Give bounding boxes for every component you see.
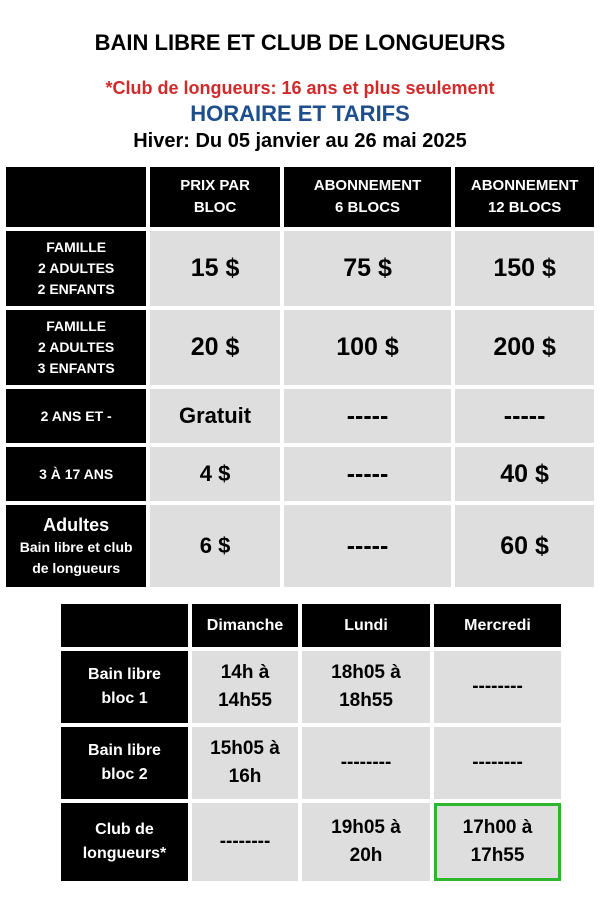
price-cell: 15 $ (150, 231, 279, 306)
row-label-3-to-17 (6, 447, 146, 501)
schedule-cell (302, 803, 430, 881)
time-line: 16h (228, 766, 262, 787)
day-header-wednesday: Mercredi (434, 604, 561, 647)
price-cell: 75 $ (284, 231, 451, 306)
page-title: BAIN LIBRE ET CLUB DE LONGUEURS (94, 30, 506, 55)
price-cell: 6 $ (150, 505, 279, 587)
age-restriction-note: *Club de longueurs: 16 ans et plus seulement (105, 78, 495, 98)
row-label-lap-swim-club (61, 803, 188, 881)
row-label-main: Adultes (43, 515, 110, 535)
row-label-line: 3 À 17 ANS (39, 465, 114, 482)
row-label-adults (6, 505, 146, 587)
price-cell: ----- (455, 389, 594, 443)
row-label-line: FAMILLE (46, 318, 107, 334)
price-cell: 150 $ (455, 231, 594, 306)
col-header-line: 12 BLOCS (487, 199, 562, 216)
price-cell: ----- (284, 389, 451, 443)
table-row (61, 651, 561, 723)
table-row (6, 231, 594, 306)
time-line: 14h à (220, 662, 270, 683)
row-label-line: longueurs* (82, 845, 167, 862)
price-cell: 40 $ (455, 447, 594, 501)
row-label-under-2 (6, 389, 146, 443)
row-label-line: 2 ADULTES (38, 260, 115, 276)
table-row (6, 389, 594, 443)
time-line: 15h05 à (210, 738, 280, 759)
price-col-header-6-blocks (284, 167, 451, 227)
row-label-line: FAMILLE (46, 239, 107, 255)
row-label-line: Club de (95, 821, 154, 838)
time-line: 20h (349, 845, 383, 866)
schedule-cell (192, 727, 298, 799)
table-row (61, 727, 561, 799)
price-table (2, 163, 598, 591)
price-cell: 20 $ (150, 310, 279, 385)
time-line: -------- (472, 752, 523, 773)
row-label-line: bloc 2 (101, 766, 148, 783)
price-cell: 100 $ (284, 310, 451, 385)
time-line: 17h55 (470, 845, 525, 866)
price-cell: Gratuit (150, 389, 279, 443)
row-label-family-3-children (6, 310, 146, 385)
price-col-header-12-blocks (455, 167, 594, 227)
table-row (61, 803, 561, 881)
time-line: 19h05 à (331, 817, 401, 838)
table-row (6, 310, 594, 385)
table-row (6, 447, 594, 501)
schedule-header-corner (61, 604, 188, 647)
row-label-line: 2 ENFANTS (37, 281, 115, 297)
row-label-sub: Bain libre et club (19, 539, 133, 555)
schedule-cell (302, 651, 430, 723)
price-header-row (6, 167, 594, 227)
schedule-cell (192, 803, 298, 881)
row-label-line: 3 ENFANTS (37, 360, 115, 376)
row-label-free-swim-block-2 (61, 727, 188, 799)
time-line: 17h00 à (462, 817, 533, 838)
time-line: -------- (219, 831, 271, 852)
time-line: -------- (340, 752, 392, 773)
row-label-free-swim-block-1 (61, 651, 188, 723)
day-header-monday: Lundi (302, 604, 430, 647)
price-cell: 4 $ (150, 447, 279, 501)
row-label-family-2-children (6, 231, 146, 306)
price-header-corner (6, 167, 146, 227)
schedule-table (57, 600, 565, 885)
row-label-line: 2 ADULTES (38, 339, 115, 355)
row-label-sub: de longueurs (32, 560, 121, 576)
price-col-header-per-block (150, 167, 279, 227)
col-header-line: ABONNEMENT (313, 177, 422, 194)
price-cell: ----- (284, 505, 451, 587)
time-line: 14h55 (218, 690, 272, 711)
col-header-line: ABONNEMENT (470, 177, 579, 194)
col-header-line: PRIX PAR (180, 177, 250, 194)
schedule-cell (302, 727, 430, 799)
schedule-cell-highlighted (434, 803, 561, 881)
row-label-line: 2 ANS ET - (40, 407, 112, 424)
schedule-header-row (61, 604, 561, 647)
price-cell: 200 $ (455, 310, 594, 385)
schedule-cell (192, 651, 298, 723)
schedule-and-rates-heading: HORAIRE ET TARIFS (190, 101, 410, 126)
season-dates: Hiver: Du 05 janvier au 26 mai 2025 (133, 130, 467, 152)
day-header-sunday: Dimanche (192, 604, 298, 647)
price-cell: 60 $ (455, 505, 594, 587)
row-label-line: Bain libre (88, 742, 161, 759)
time-line: 18h05 à (331, 662, 401, 683)
table-row (6, 505, 594, 587)
row-label-line: bloc 1 (101, 690, 148, 707)
price-cell: ----- (284, 447, 451, 501)
schedule-cell (434, 651, 561, 723)
col-header-line: 6 BLOCS (335, 199, 401, 216)
col-header-line: BLOC (193, 199, 237, 216)
time-line: -------- (472, 676, 523, 697)
schedule-cell (434, 727, 561, 799)
row-label-line: Bain libre (88, 666, 161, 683)
time-line: 18h55 (339, 690, 393, 711)
